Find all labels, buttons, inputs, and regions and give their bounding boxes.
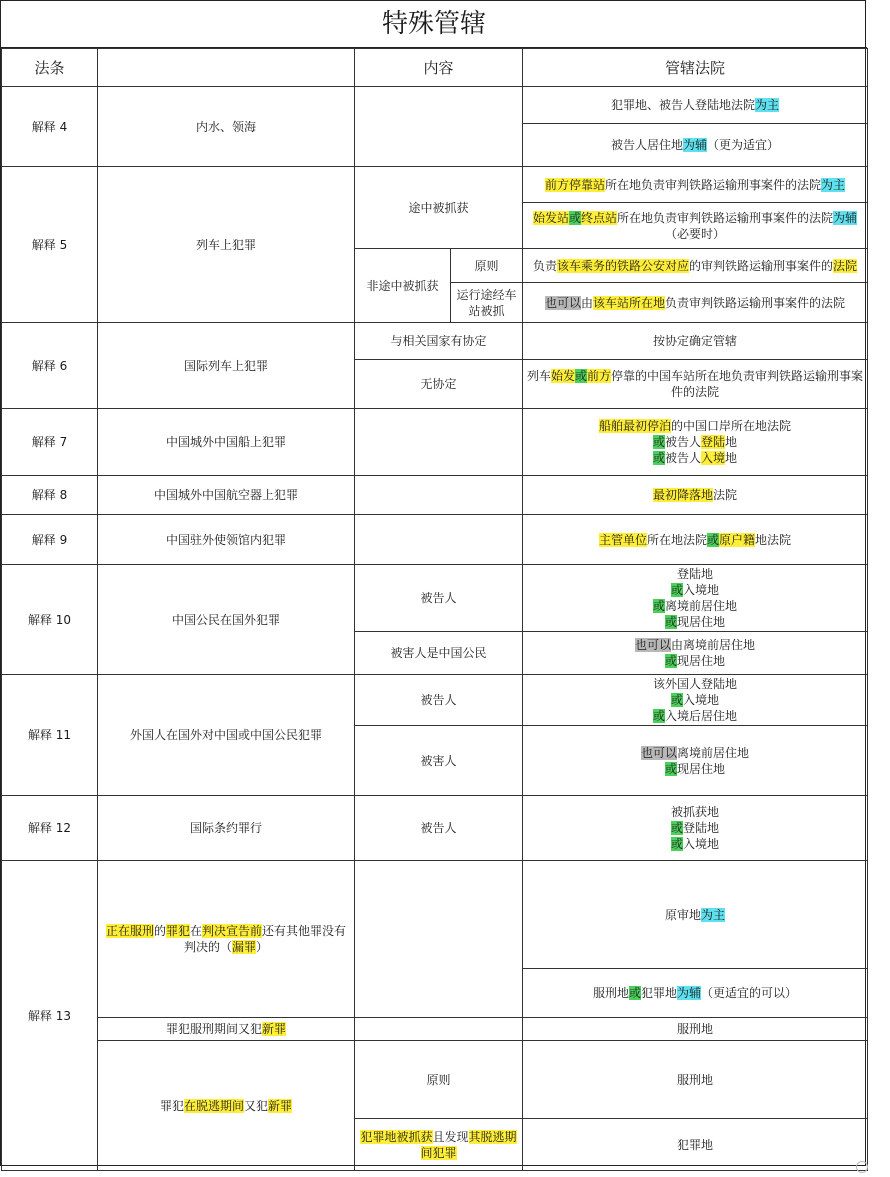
- court-cell: 服刑地或犯罪地为辅（更适宜的可以）: [523, 969, 868, 1018]
- sub-content-cell: 被害人: [355, 726, 523, 796]
- content-cell: 国际列车上犯罪: [98, 323, 355, 409]
- law-cell: 解释 6: [2, 323, 98, 409]
- law-cell: 解释 12: [2, 796, 98, 861]
- content-cell: 国际条约罪行: [98, 796, 355, 861]
- table-row: [2, 1041, 868, 1119]
- court-cell: 原审地为主: [523, 861, 868, 969]
- court-cell: 服刑地: [523, 1018, 868, 1041]
- court-cell: 最初降落地法院: [523, 476, 868, 515]
- sub-content-cell: [355, 87, 523, 167]
- sub-content-cell: 被告人: [355, 796, 523, 861]
- sub-sub-content-cell: 运行途经车站被抓: [451, 283, 523, 323]
- court-cell: 服刑地: [523, 1041, 868, 1119]
- page-title: 特殊管辖: [1, 1, 867, 48]
- table-row: [2, 515, 868, 565]
- sub-content-cell: [355, 1018, 523, 1041]
- sub-content-cell: [355, 476, 523, 515]
- court-cell: 登陆地 或入境地 或离境前居住地 或现居住地: [523, 565, 868, 632]
- table-row: [2, 323, 868, 360]
- law-cell: 解释 8: [2, 476, 98, 515]
- content-cell: 外国人在国外对中国或中国公民犯罪: [98, 675, 355, 796]
- court-cell: 船舶最初停泊的中国口岸所在地法院 或被告人登陆地 或被告人入境地: [523, 409, 868, 476]
- sub-content-cell: 犯罪地被抓获且发现其脱逃期间犯罪: [355, 1119, 523, 1171]
- header-content: 内容: [355, 49, 523, 87]
- content-cell: 正在服刑的罪犯在判决宣告前还有其他罪没有判决的（漏罪）: [98, 861, 355, 1018]
- table-row: [2, 796, 868, 861]
- court-cell: 也可以由离境前居住地 或现居住地: [523, 632, 868, 675]
- scroll-indicator-icon: [856, 1161, 868, 1173]
- sub-content-cell: [355, 409, 523, 476]
- content-cell: 罪犯服刑期间又犯新罪: [98, 1018, 355, 1041]
- court-cell: 前方停靠站所在地负责审判铁路运输刑事案件的法院为主: [523, 167, 868, 203]
- court-cell: 始发站或终点站所在地负责审判铁路运输刑事案件的法院为辅 （必要时）: [523, 203, 868, 249]
- court-cell: 被抓获地 或登陆地 或入境地: [523, 796, 868, 861]
- table-row: [2, 861, 868, 969]
- sub-content-cell: 无协定: [355, 360, 523, 409]
- header-court: 管辖法院: [523, 49, 868, 87]
- sub-content-cell: 被告人: [355, 675, 523, 726]
- content-cell: 列车上犯罪: [98, 167, 355, 323]
- court-cell: 犯罪地、被告人登陆地法院为主: [523, 87, 868, 124]
- court-cell: 也可以离境前居住地 或现居住地: [523, 726, 868, 796]
- content-cell: 中国城外中国船上犯罪: [98, 409, 355, 476]
- table-row: [2, 675, 868, 726]
- sub-content-cell: [355, 515, 523, 565]
- table-row: [2, 409, 868, 476]
- table-row: [2, 87, 868, 124]
- table-row: [2, 565, 868, 632]
- law-cell: 解释 10: [2, 565, 98, 675]
- sub-content-cell: 途中被抓获: [355, 167, 523, 249]
- law-cell: 解释 13: [2, 861, 98, 1171]
- court-cell: 被告人居住地为辅（更为适宜）: [523, 124, 868, 167]
- sub-content-cell: 非途中被抓获: [355, 249, 451, 323]
- sub-content-cell: 与相关国家有协定: [355, 323, 523, 360]
- header-blank: [98, 49, 355, 87]
- table-row: [2, 476, 868, 515]
- sub-content-cell: 被害人是中国公民: [355, 632, 523, 675]
- sub-sub-content-cell: 原则: [451, 249, 523, 283]
- header-law: 法条: [2, 49, 98, 87]
- court-cell: 主管单位所在地法院或原户籍地法院: [523, 515, 868, 565]
- table-row: [2, 167, 868, 203]
- court-cell: 列车始发或前方停靠的中国车站所在地负责审判铁路运输刑事案件的法院: [523, 360, 868, 409]
- sub-content-cell: 原则: [355, 1041, 523, 1119]
- court-cell: 该外国人登陆地 或入境地 或入境后居住地: [523, 675, 868, 726]
- law-cell: 解释 5: [2, 167, 98, 323]
- content-cell: 中国公民在国外犯罪: [98, 565, 355, 675]
- content-cell: 中国驻外使领馆内犯罪: [98, 515, 355, 565]
- court-cell: 也可以由该车站所在地负责审判铁路运输刑事案件的法院: [523, 283, 868, 323]
- content-cell: 罪犯在脱逃期间又犯新罪: [98, 1041, 355, 1171]
- table-row: [2, 1018, 868, 1041]
- court-cell: 按协定确定管辖: [523, 323, 868, 360]
- court-cell: 负责该车乘务的铁路公安对应的审判铁路运输刑事案件的法院: [523, 249, 868, 283]
- header-row: [2, 49, 868, 87]
- law-cell: 解释 11: [2, 675, 98, 796]
- law-cell: 解释 7: [2, 409, 98, 476]
- sub-content-cell: [355, 861, 523, 1018]
- jurisdiction-table: [1, 48, 868, 1171]
- law-cell: 解释 9: [2, 515, 98, 565]
- law-cell: 解释 4: [2, 87, 98, 167]
- sub-content-cell: 被告人: [355, 565, 523, 632]
- content-cell: 中国城外中国航空器上犯罪: [98, 476, 355, 515]
- content-cell: 内水、领海: [98, 87, 355, 167]
- court-cell: 犯罪地: [523, 1119, 868, 1171]
